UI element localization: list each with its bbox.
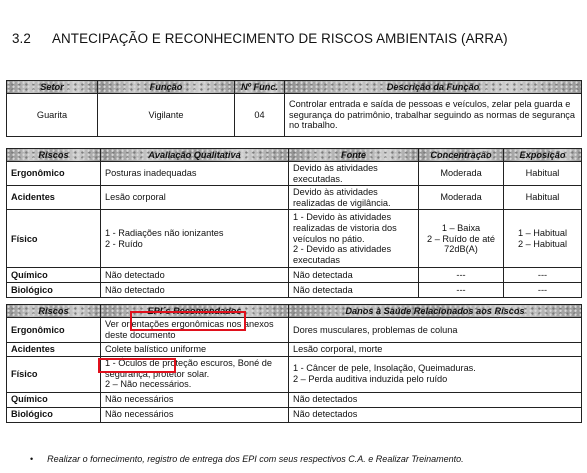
footnote-text: Realizar o fornecimento, registro de entrega dos EPI com seus respectivos C.A. e Realizar Treinamento. — [47, 454, 464, 464]
cell-risco: Biológico — [7, 283, 101, 298]
spacer-cell — [7, 298, 582, 305]
cell-epi: Ver orientações ergonômicas nos anexos deste documento — [101, 318, 289, 342]
section-number: 3.2 — [12, 31, 31, 46]
cell-fonte: Não detectada — [289, 283, 419, 298]
fonte-line-2: 2 - Devido as atividades executadas — [293, 244, 392, 265]
table-row — [7, 356, 582, 392]
table-row — [7, 94, 582, 137]
table-row — [7, 318, 582, 342]
table-row — [7, 342, 582, 356]
avaliacao-line-1: 1 - Radiações não ionizantes — [105, 228, 224, 239]
epi-text: uniforme — [167, 343, 207, 354]
risk-table-header — [7, 149, 582, 162]
cell-avaliacao: Posturas inadequadas — [101, 162, 289, 186]
cell-danos: Não detectados — [289, 392, 582, 407]
epi-highlighted-text: Colete balístico — [105, 343, 168, 354]
cell-epi: Não necessários — [101, 392, 289, 407]
function-table — [6, 80, 582, 137]
cell-concentracao: --- — [419, 268, 504, 283]
danos-line-1: 1 - Câncer de pele, Insolação, Queimaduras. — [293, 363, 476, 374]
cell-epi — [101, 342, 289, 356]
cell-risco: Biológico — [7, 407, 101, 422]
danos-line-2: 2 – Perda auditiva induzida pelo ruído — [293, 374, 448, 385]
cell-fonte — [289, 210, 419, 268]
header-num-func: Nº Func. — [235, 81, 285, 94]
footnote — [30, 454, 464, 464]
cell-num-func: 04 — [235, 94, 285, 137]
header-riscos-epi: Riscos — [7, 305, 101, 318]
table-row — [7, 407, 582, 422]
epi-line-2: 2 – Não necessários. — [105, 379, 192, 390]
cell-risco: Acidentes — [7, 186, 101, 210]
risk-epi-table — [6, 148, 582, 423]
table-spacer — [7, 298, 582, 305]
fonte-line-1: 1 - Devido às atividades realizadas de vistoria dos veículos no pátio. — [293, 212, 397, 244]
cell-fonte: Não detectada — [289, 268, 419, 283]
header-avaliacao: Avaliação Qualitativa — [101, 149, 289, 162]
cell-fonte: Devido às atividades executadas. — [289, 162, 419, 186]
header-funcao: Função — [98, 81, 235, 94]
cell-concentracao: Moderada — [419, 162, 504, 186]
function-table-header — [7, 81, 582, 94]
concentracao-line-1: 1 – Baixa — [441, 222, 481, 233]
header-danos: Danos à Saúde Relacionados aos Riscos — [289, 305, 582, 318]
highlight-box-epi-header — [130, 311, 246, 331]
cell-exposicao: Habitual — [504, 162, 582, 186]
cell-exposicao: --- — [504, 268, 582, 283]
cell-avaliacao: Não detectado — [101, 268, 289, 283]
avaliacao-line-2: 2 - Ruído — [105, 238, 143, 249]
header-fonte: Fonte — [289, 149, 419, 162]
bullet: • — [30, 454, 34, 464]
highlight-box-colete — [98, 358, 176, 373]
exposicao-line-2: 2 – Habitual — [517, 238, 568, 249]
cell-avaliacao: Não detectado — [101, 283, 289, 298]
cell-concentracao: --- — [419, 283, 504, 298]
concentracao-line-2: 2 – Ruído de até 72dB(A) — [427, 233, 495, 255]
cell-concentracao: Moderada — [419, 186, 504, 210]
exposicao-line-1: 1 – Habitual — [517, 228, 568, 239]
header-concentracao: Concentração — [419, 149, 504, 162]
cell-danos: Não detectados — [289, 407, 582, 422]
header-setor: Setor — [7, 81, 98, 94]
header-exposicao: Exposição — [504, 149, 582, 162]
cell-epi: Não necessários — [101, 407, 289, 422]
cell-setor: Guarita — [7, 94, 98, 137]
epi-table-header — [7, 305, 582, 318]
cell-concentracao — [419, 210, 504, 268]
cell-fonte: Devido às atividades realizadas de vigilância. — [289, 186, 419, 210]
cell-danos: Lesão corporal, morte — [289, 342, 582, 356]
cell-risco: Ergonômico — [7, 318, 101, 342]
cell-danos — [289, 356, 582, 392]
table-row — [7, 392, 582, 407]
cell-exposicao: --- — [504, 283, 582, 298]
cell-risco: Acidentes — [7, 342, 101, 356]
table-row — [7, 283, 582, 298]
cell-risco: Físico — [7, 356, 101, 392]
cell-risco: Físico — [7, 210, 101, 268]
header-riscos: Riscos — [7, 149, 101, 162]
table-row — [7, 268, 582, 283]
cell-risco: Ergonômico — [7, 162, 101, 186]
cell-avaliacao — [101, 210, 289, 268]
table-row — [7, 186, 582, 210]
table-row — [7, 162, 582, 186]
section-heading — [12, 31, 508, 46]
section-title: ANTECIPAÇÃO E RECONHECIMENTO DE RISCOS AMBIENTAIS (ARRA) — [52, 31, 508, 46]
epi-line-1: 1 - Óculos de proteção escuros, Boné de segurança, protetor solar. — [105, 358, 273, 379]
cell-danos: Dores musculares, problemas de coluna — [289, 318, 582, 342]
cell-exposicao: Habitual — [504, 186, 582, 210]
header-epi: EPI´s Recomendados — [101, 305, 289, 318]
table-row — [7, 210, 582, 268]
cell-descricao: Controlar entrada e saída de pessoas e veículos, zelar pela guarda e segurança do patrimônio, trabalhar seguindo as normas de segurança no trabalho. — [285, 94, 582, 137]
cell-exposicao — [504, 210, 582, 268]
header-descricao: Descrição da Função — [285, 81, 582, 94]
cell-risco: Químico — [7, 392, 101, 407]
cell-funcao: Vigilante — [98, 94, 235, 137]
cell-avaliacao: Lesão corporal — [101, 186, 289, 210]
cell-risco: Químico — [7, 268, 101, 283]
